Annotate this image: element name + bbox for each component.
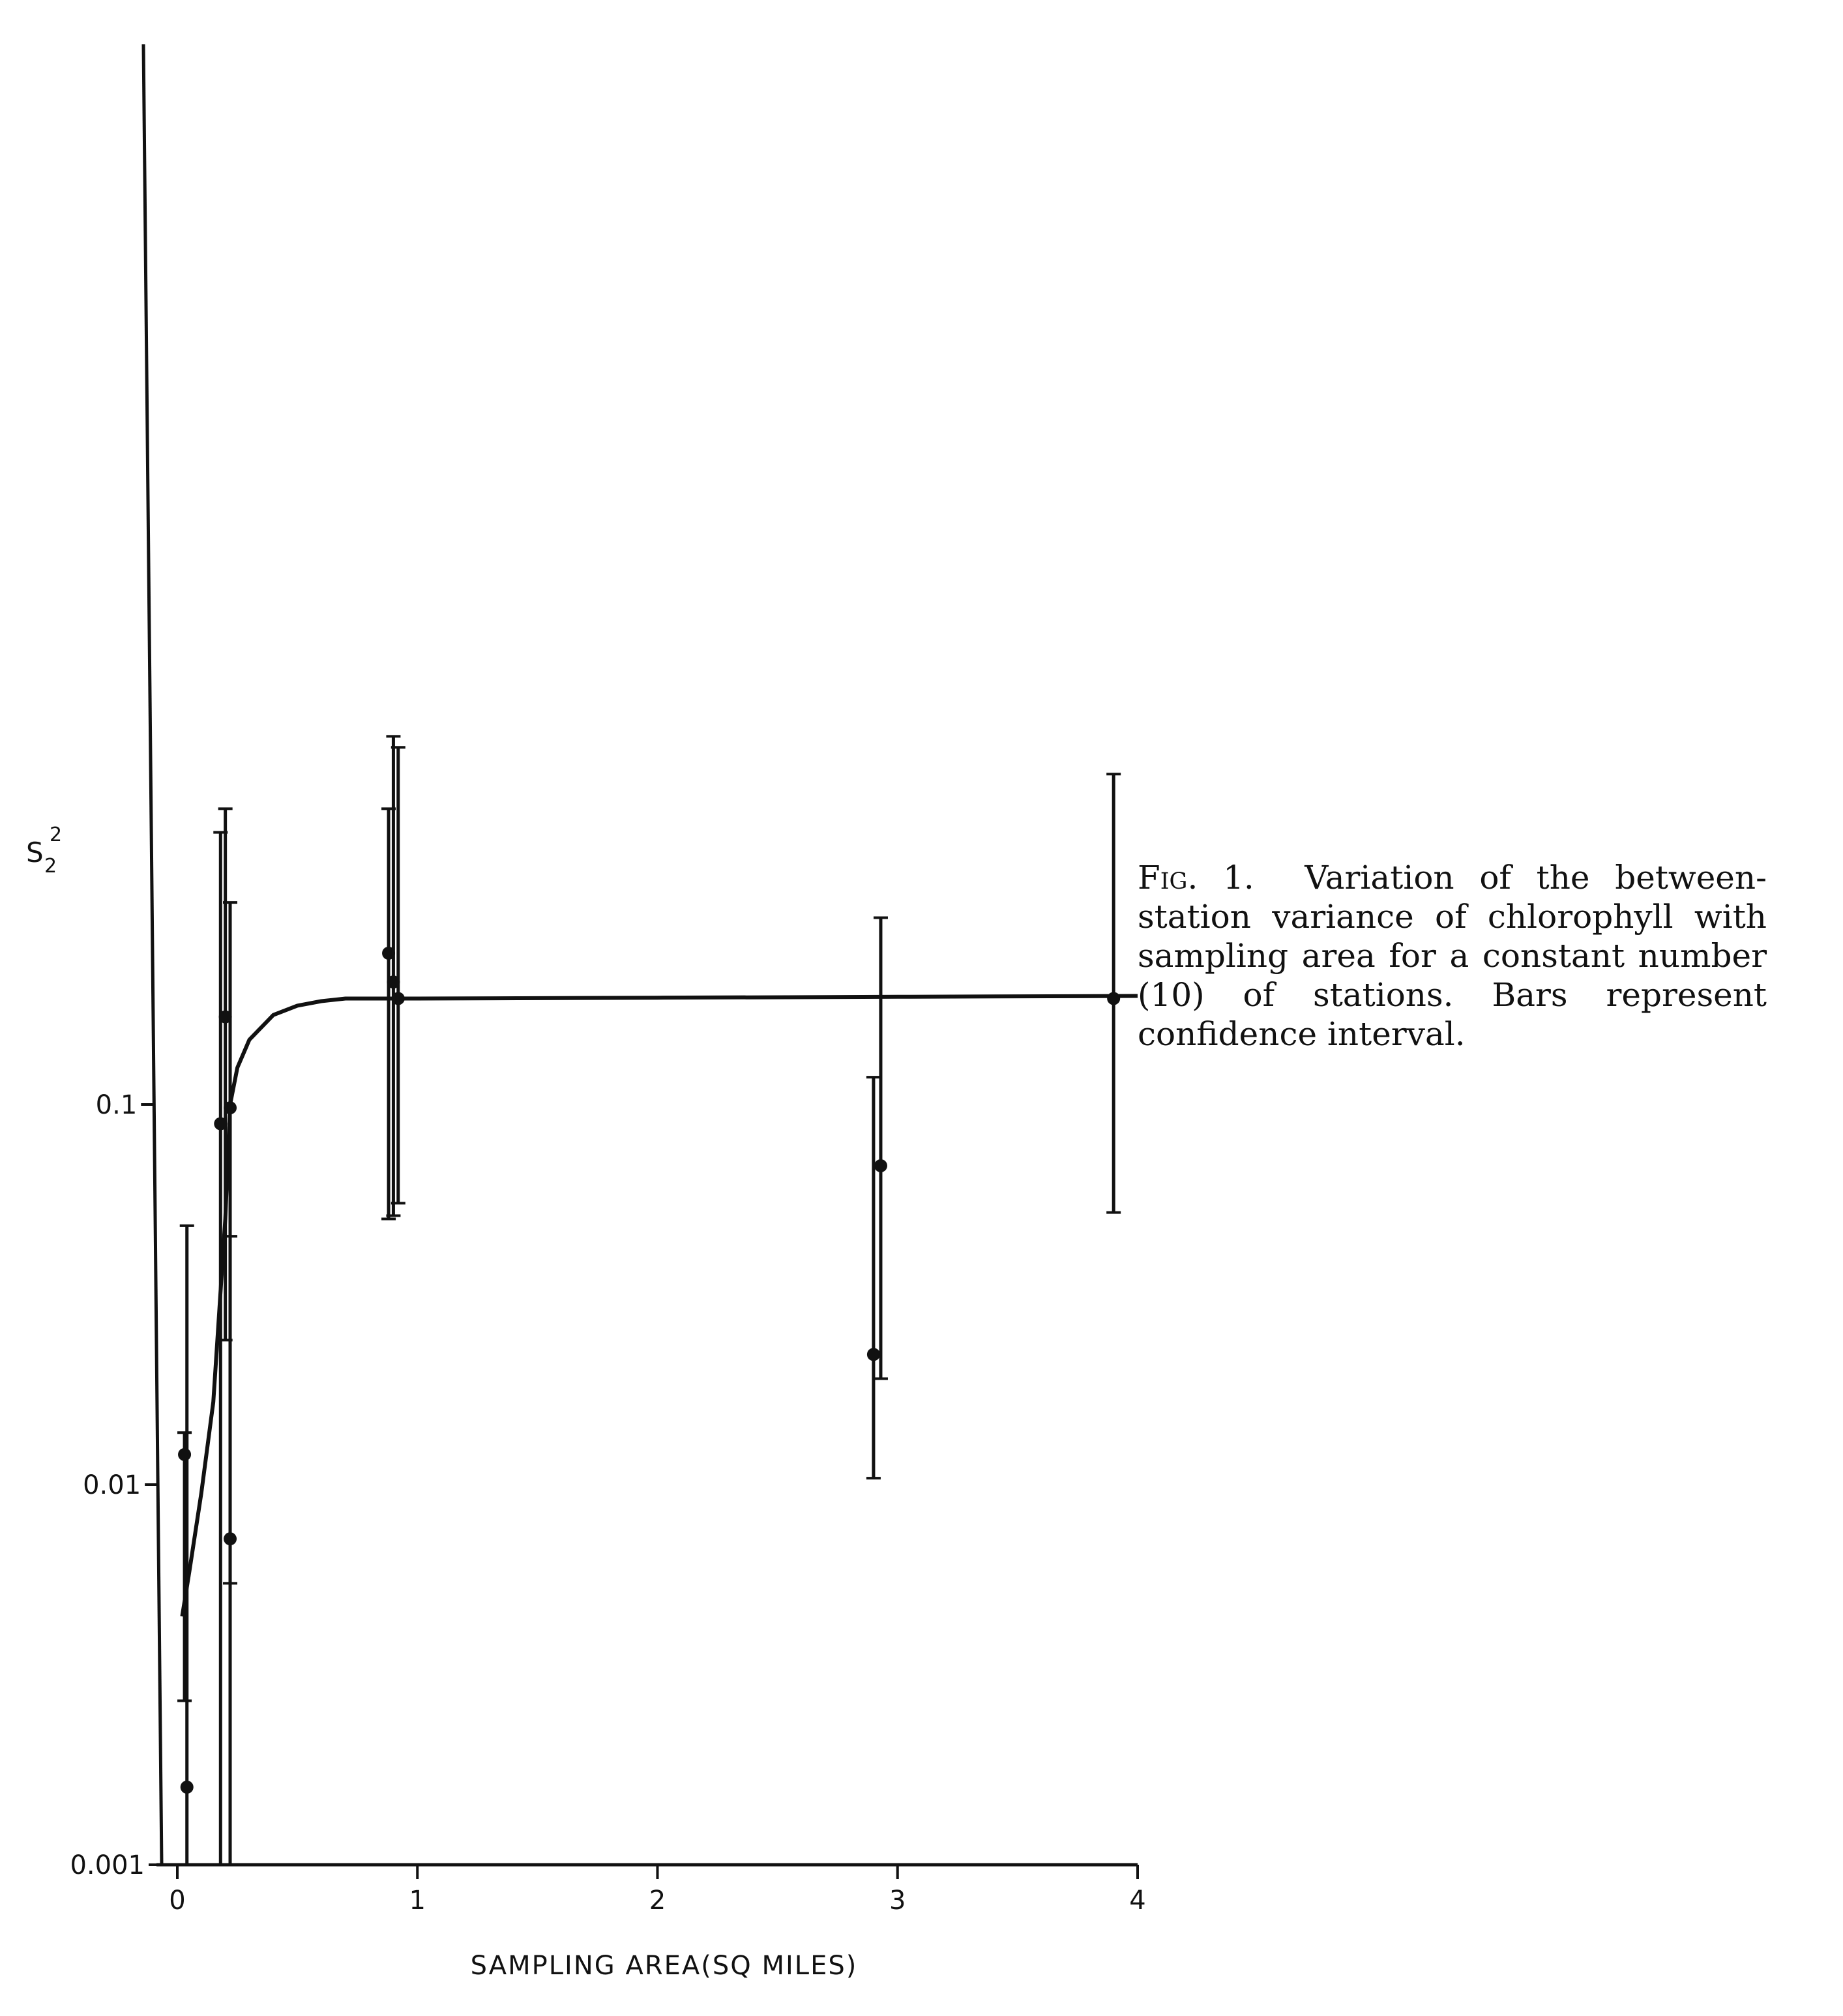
y-tick-label-1: 0.01 bbox=[83, 1470, 141, 1500]
data-point-1 bbox=[181, 1781, 194, 1794]
y-axis-label-sup: 2 bbox=[50, 823, 63, 846]
data-point-4 bbox=[224, 1101, 237, 1114]
y-axis-line bbox=[143, 44, 162, 1865]
y-tick-label-0: 0.001 bbox=[70, 1850, 145, 1880]
x-tick-label-4: 4 bbox=[1129, 1886, 1146, 1916]
data-point-7 bbox=[387, 975, 400, 988]
x-tick-label-0: 0 bbox=[169, 1886, 186, 1916]
y-axis-label-sub: 2 bbox=[44, 855, 57, 878]
data-points-layer bbox=[178, 947, 1120, 1794]
y-tick-label-2: 0.1 bbox=[95, 1090, 138, 1120]
x-axis-label: SAMPLING AREA(SQ MILES) bbox=[470, 1951, 858, 1981]
data-point-2 bbox=[214, 1118, 227, 1131]
caption-text: Variation of the between-station variance of chlorophyll with sampling area for a constant number (10) of stations. Bars represent confidence interval. bbox=[1138, 859, 1767, 1053]
data-point-9 bbox=[867, 1348, 880, 1361]
y-axis-label: S bbox=[26, 837, 44, 868]
x-tick-label-1: 1 bbox=[409, 1886, 426, 1916]
data-point-6 bbox=[382, 947, 395, 960]
data-point-11 bbox=[1107, 992, 1120, 1005]
fit-curve bbox=[182, 996, 1138, 1617]
error-bars-layer bbox=[177, 736, 1121, 1865]
fit-curve-layer bbox=[182, 996, 1138, 1617]
data-point-10 bbox=[874, 1159, 887, 1172]
figure-number: Fig. 1. bbox=[1138, 859, 1254, 897]
data-point-8 bbox=[392, 992, 405, 1005]
x-tick-label-2: 2 bbox=[649, 1886, 666, 1916]
data-point-0 bbox=[178, 1448, 191, 1461]
chart-axes bbox=[141, 44, 1138, 1879]
data-point-5 bbox=[224, 1532, 237, 1545]
x-tick-label-3: 3 bbox=[889, 1886, 906, 1916]
figure-caption bbox=[1138, 858, 1767, 1054]
data-point-3 bbox=[219, 1011, 232, 1024]
